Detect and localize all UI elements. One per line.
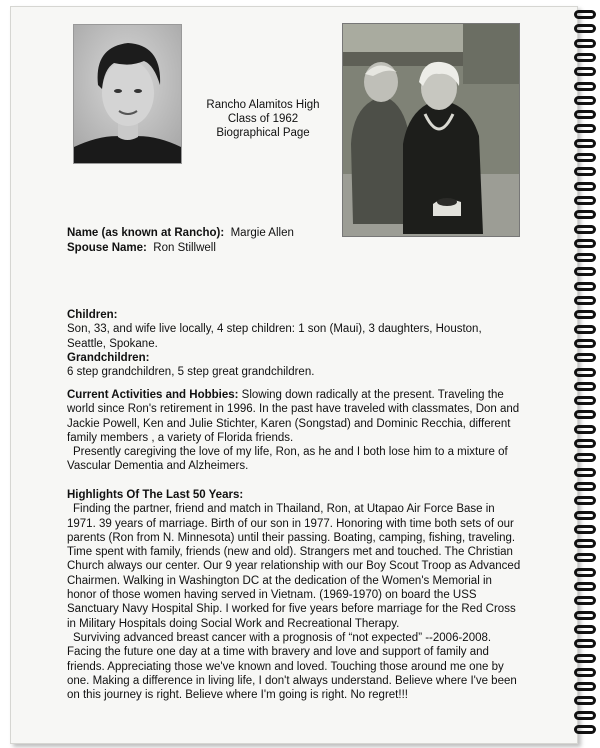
- yearbook-portrait-photo: [73, 24, 182, 164]
- spiral-coil: [574, 296, 596, 305]
- spiral-coil: [574, 682, 596, 691]
- spiral-coil: [574, 267, 596, 276]
- spiral-coil: [574, 711, 596, 720]
- spiral-coil: [574, 82, 596, 91]
- spiral-coil: [574, 396, 596, 405]
- name-section: [67, 226, 294, 256]
- spiral-coil: [574, 282, 596, 291]
- spiral-coil: [574, 525, 596, 534]
- spiral-coil: [574, 611, 596, 620]
- spiral-coil: [574, 410, 596, 419]
- spiral-coil: [574, 24, 596, 33]
- activities-heading: Current Activities and Hobbies:: [67, 389, 239, 401]
- spiral-coil: [574, 468, 596, 477]
- spiral-coil: [574, 439, 596, 448]
- spiral-coil: [574, 496, 596, 505]
- spiral-coil: [574, 225, 596, 234]
- portrait-image: [74, 25, 181, 163]
- spiral-coil: [574, 368, 596, 377]
- spiral-coil: [574, 511, 596, 520]
- grandchildren-text: 6 step grandchildren, 5 step great grandchildren.: [67, 366, 315, 379]
- spiral-coil: [574, 239, 596, 248]
- spiral-coil: [574, 325, 596, 334]
- spiral-coil: [574, 167, 596, 176]
- activities-text-2: Presently caregiving the love of my life, Ron, as he and I both lose him to a mixture of Vascular Dementia and Alzheimers.: [67, 446, 508, 473]
- spouse-row: [67, 241, 294, 256]
- spiral-coil: [574, 253, 596, 262]
- spiral-coil: [574, 382, 596, 391]
- spiral-binding: [568, 6, 598, 742]
- highlights-section: [67, 488, 523, 702]
- spiral-coil: [574, 539, 596, 548]
- spiral-coil: [574, 654, 596, 663]
- spiral-coil: [574, 696, 596, 705]
- spiral-coil: [574, 124, 596, 133]
- spouse-label: Spouse Name:: [67, 242, 147, 254]
- spiral-coil: [574, 39, 596, 48]
- couple-photo: [342, 23, 520, 237]
- spiral-coil: [574, 10, 596, 19]
- activities-text: Slowing down radically at the present. Traveling the world since Ron's retirement in 1996. In the past have traveled with classmates, Don and Jackie Powell, Ken and Julie Stichter, Karen (Songstad) and Dominic Recchia, different family members , a variety of Florida friends.: [67, 389, 520, 444]
- spiral-coil: [574, 96, 596, 105]
- name-label: Name (as known at Rancho):: [67, 227, 225, 239]
- spiral-coil: [574, 139, 596, 148]
- spiral-coil: [574, 182, 596, 191]
- spiral-coil: [574, 425, 596, 434]
- children-heading: Children:: [67, 309, 118, 321]
- spiral-coil: [574, 625, 596, 634]
- grandchildren-heading: Grandchildren:: [67, 351, 150, 364]
- spiral-coil: [574, 639, 596, 648]
- spiral-coil: [574, 596, 596, 605]
- highlights-heading: Highlights Of The Last 50 Years:: [67, 489, 244, 501]
- biography-page: [10, 6, 578, 744]
- spiral-coil: [574, 110, 596, 119]
- spiral-coil: [574, 725, 596, 734]
- spiral-coil: [574, 582, 596, 591]
- spouse-value: Ron Stillwell: [153, 242, 216, 254]
- spiral-coil: [574, 196, 596, 205]
- highlights-text: Finding the partner, friend and match in Thailand, Ron, at Utapao Air Force Base in 1971. 39 years of marriage. Birth of our son in 1977. Honoring with time both sets of our parents (Ron from N. Minnesota) until their passing. Boating, camping, fishing, traveling. Time spent with family, friends (new and old). Strangers met and touched. The Christian Church always our center. Our 9 year relationship with our Boy Scout Troop as Advanced Chairmen. Walking in Washington DC at the dedication of the Women's Memorial in honor of those women having served in Vietnam. (1969-1970) on board the USS Sanctuary Navy Hospital Ship. I worked for five years before marriage for the Red Cross in Military Hospitals doing Social Work and Recreational Therapy.: [67, 503, 521, 630]
- children-section: [67, 308, 523, 379]
- spiral-coil: [574, 668, 596, 677]
- highlights-text-2: Surviving advanced breast cancer with a prognosis of “not expected” --2006-2008. Facing the future one day at a time with bravery and love and support of family and friends. Appreciating those we've known and loved. Touching those around me one by one. Making a difference in living life, I don't always understand. Believe where I've been on this journey is right. Believe where I'm going is right. No regret!!!: [67, 631, 517, 702]
- class-header: [187, 98, 339, 140]
- spiral-coil: [574, 210, 596, 219]
- activities-section: [67, 388, 523, 474]
- class-year: Class of 1962: [227, 113, 299, 125]
- spiral-coil: [574, 67, 596, 76]
- page-title: Biographical Page: [216, 127, 310, 139]
- spiral-coil: [574, 482, 596, 491]
- spiral-coil: [574, 339, 596, 348]
- spiral-coil: [574, 310, 596, 319]
- spiral-coil: [574, 453, 596, 462]
- spiral-coil: [574, 153, 596, 162]
- spiral-coil: [574, 53, 596, 62]
- name-row: [67, 226, 294, 241]
- couple-image: [343, 24, 519, 236]
- spiral-coil: [574, 568, 596, 577]
- spiral-coil: [574, 353, 596, 362]
- spiral-coil: [574, 553, 596, 562]
- children-text: Son, 33, and wife live locally, 4 step children: 1 son (Maui), 3 daughters, Houston, Seattle, Spokane.: [67, 323, 482, 350]
- school-name: Rancho Alamitos High: [206, 99, 320, 111]
- name-value: Margie Allen: [230, 227, 294, 239]
